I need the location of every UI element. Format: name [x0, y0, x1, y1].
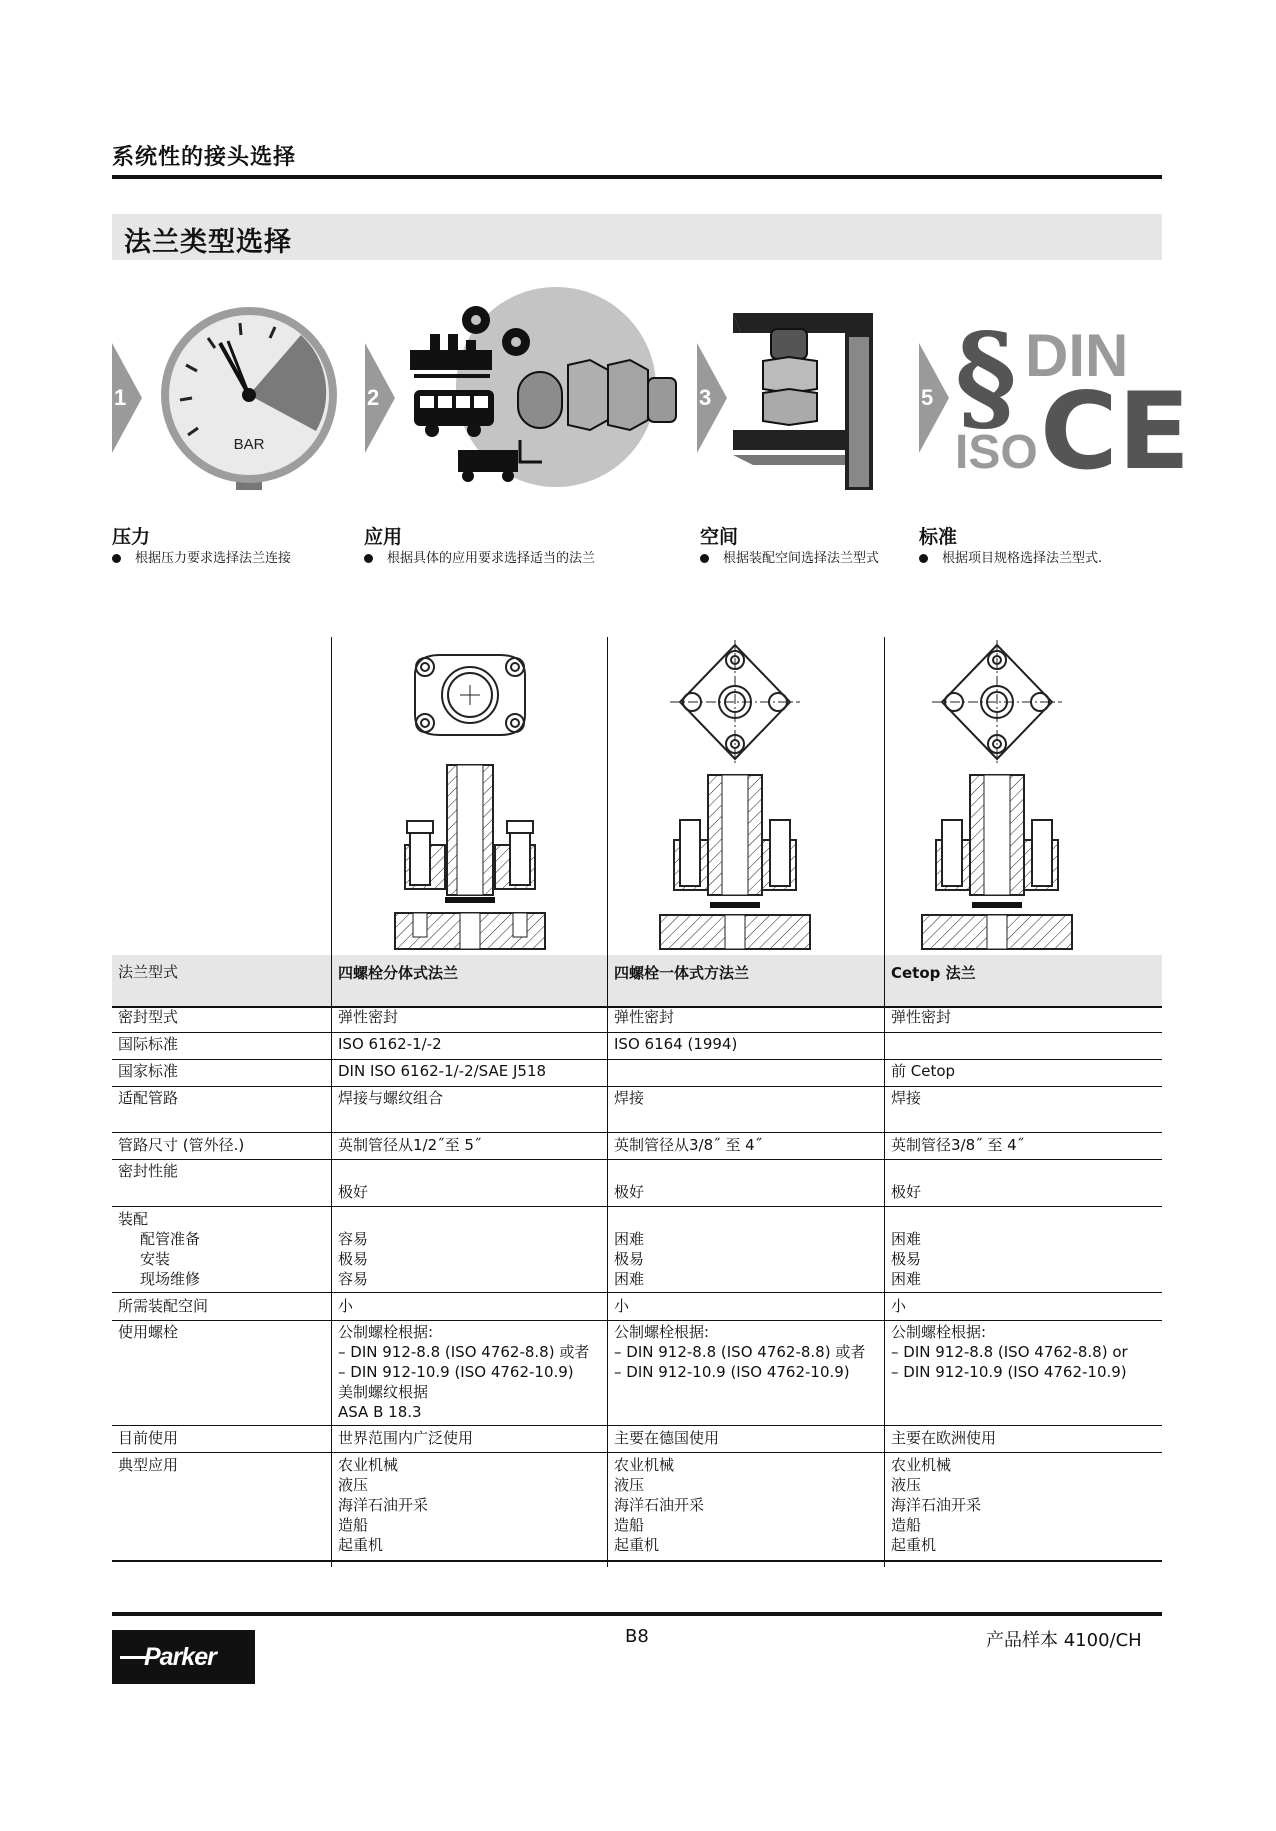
cell-seal-performance-split: 极好 [338, 1183, 369, 1201]
standards-icon [955, 307, 1191, 493]
cell-assembly-cetop-repair: 困难 [891, 1270, 922, 1288]
cetop-flange-drawing [922, 640, 1072, 950]
row-label-current-use: 目前使用 [118, 1429, 179, 1447]
cell-bolts-square-line1: 公制螺栓根据: [614, 1323, 710, 1341]
cell-national-standard-cetop: 前 Cetop [891, 1062, 956, 1080]
gauge-unit-label: BAR [233, 436, 265, 453]
cell-seal-type-square: 弹性密封 [614, 1008, 675, 1026]
cell-apps-square-1: 农业机械 [614, 1456, 675, 1474]
step-number-5: 5 [921, 385, 934, 410]
row-divider [112, 1059, 1162, 1060]
row-label-pipe-connection: 适配管路 [118, 1089, 179, 1107]
cell-intl-standard-split: ISO 6162-1/-2 [338, 1035, 442, 1053]
cell-apps-split-2: 液压 [338, 1476, 369, 1494]
step-label-application: 应用 [364, 526, 403, 548]
cell-apps-cetop-2: 液压 [891, 1476, 922, 1494]
cell-assembly-cetop-install: 极易 [891, 1250, 922, 1268]
cell-bolts-cetop-line3: – DIN 912-10.9 (ISO 4762-10.9) [891, 1363, 1127, 1381]
cell-seal-performance-cetop: 极好 [891, 1183, 922, 1201]
cell-pipe-connection-split: 焊接与螺纹组合 [338, 1089, 444, 1107]
col-header-split-flange: 四螺栓分体式法兰 [338, 964, 459, 982]
row-label-national-standard: 国家标准 [118, 1062, 179, 1080]
page-number: B8 [625, 1626, 649, 1647]
catalog-number: 产品样本 4100/CH [986, 1630, 1142, 1651]
cell-bolts-split-line1: 公制螺栓根据: [338, 1323, 434, 1341]
row-label-assembly-space: 所需装配空间 [118, 1297, 209, 1315]
row-divider [112, 1159, 1162, 1160]
column-divider [884, 637, 885, 1567]
bullet-icon [700, 554, 709, 563]
cell-pipe-size-cetop: 英制管径3/8˝ 至 4˝ [891, 1136, 1025, 1154]
section-title: 法兰类型选择 [124, 227, 292, 258]
cell-intl-standard-square: ISO 6164 (1994) [614, 1035, 738, 1053]
col-header-cetop-flange: Cetop 法兰 [891, 964, 976, 982]
cell-apps-cetop-3: 海洋石油开采 [891, 1496, 982, 1514]
row-divider [112, 1292, 1162, 1293]
step-label-space: 空间 [700, 526, 739, 548]
row-label-seal-type: 密封型式 [118, 1008, 179, 1026]
parker-logo-text: Parker [144, 1643, 216, 1671]
row-divider [112, 1132, 1162, 1133]
cell-bolts-split-line3: – DIN 912-10.9 (ISO 4762-10.9) [338, 1363, 574, 1381]
step-label-pressure: 压力 [112, 526, 151, 548]
cell-apps-square-3: 海洋石油开采 [614, 1496, 705, 1514]
cell-apps-square-5: 起重机 [614, 1536, 660, 1554]
cell-pipe-size-split: 英制管径从1/2˝至 5˝ [338, 1136, 482, 1154]
cell-apps-split-3: 海洋石油开采 [338, 1496, 429, 1514]
cell-apps-square-4: 造船 [614, 1516, 645, 1534]
cell-apps-split-5: 起重机 [338, 1536, 384, 1554]
section-sign-icon: § [955, 307, 1017, 446]
row-label-typical-applications: 典型应用 [118, 1456, 179, 1474]
cell-seal-type-cetop: 弹性密封 [891, 1008, 952, 1026]
row-divider [112, 1425, 1162, 1426]
parker-logo [112, 1630, 255, 1684]
cell-apps-cetop-5: 起重机 [891, 1536, 937, 1554]
step-desc-application: 根据具体的应用要求选择适当的法兰 [364, 547, 595, 566]
cell-assembly-cetop-prep: 困难 [891, 1230, 922, 1248]
bullet-icon [364, 554, 373, 563]
column-divider [331, 637, 332, 1567]
bullet-icon [112, 554, 121, 563]
row-label-assembly: 装配 [118, 1210, 149, 1228]
cell-pipe-connection-cetop: 焊接 [891, 1089, 922, 1107]
step-desc-standards: 根据项目规格选择法兰型式. [919, 547, 1102, 566]
row-divider [112, 1086, 1162, 1087]
row-divider [112, 1206, 1162, 1207]
col-header-square-flange: 四螺栓一体式方法兰 [614, 964, 750, 982]
footer-rule [112, 1612, 1162, 1616]
cell-bolts-split-line2: – DIN 912-8.8 (ISO 4762-8.8) 或者 [338, 1343, 590, 1361]
step-desc-space: 根据装配空间选择法兰型式 [700, 547, 879, 566]
cell-national-standard-split: DIN ISO 6162-1/-2/SAE J518 [338, 1062, 547, 1080]
header-rule [112, 175, 1162, 179]
row-label-bolts: 使用螺栓 [118, 1323, 179, 1341]
application-icon [408, 290, 693, 490]
cell-apps-square-2: 液压 [614, 1476, 645, 1494]
step-number-2: 2 [367, 385, 380, 410]
bullet-icon [919, 554, 928, 563]
cell-seal-type-split: 弹性密封 [338, 1008, 399, 1026]
ce-mark: CE [1040, 370, 1191, 493]
cell-bolts-cetop-line2: – DIN 912-8.8 (ISO 4762-8.8) or [891, 1343, 1128, 1361]
cell-bolts-split-line4: 美制螺纹根据 [338, 1383, 429, 1401]
cell-current-use-square: 主要在德国使用 [614, 1429, 720, 1447]
cell-bolts-square-line2: – DIN 912-8.8 (ISO 4762-8.8) 或者 [614, 1343, 866, 1361]
cell-apps-split-1: 农业机械 [338, 1456, 399, 1474]
row-label-intl-standard: 国际标准 [118, 1035, 179, 1053]
row-divider [112, 1032, 1162, 1033]
clamp-space-icon [733, 305, 898, 490]
cell-bolts-cetop-line1: 公制螺栓根据: [891, 1323, 987, 1341]
cell-apps-cetop-4: 造船 [891, 1516, 922, 1534]
split-flange-drawing [395, 645, 545, 950]
square-flange-drawing [660, 640, 810, 950]
row-sublabel-installation: 安装 [140, 1250, 171, 1268]
cell-apps-split-4: 造船 [338, 1516, 369, 1534]
cell-assembly-space-cetop: 小 [891, 1297, 907, 1315]
cell-apps-cetop-1: 农业机械 [891, 1456, 952, 1474]
cell-assembly-square-install: 极易 [614, 1250, 645, 1268]
cell-pipe-connection-square: 焊接 [614, 1089, 645, 1107]
row-divider [112, 1320, 1162, 1321]
step-desc-pressure: 根据压力要求选择法兰连接 [112, 547, 291, 566]
row-divider [112, 1452, 1162, 1453]
cell-assembly-space-square: 小 [614, 1297, 630, 1315]
column-divider [607, 637, 608, 1567]
cell-current-use-cetop: 主要在欧洲使用 [891, 1429, 997, 1447]
col-header-flange-type: 法兰型式 [118, 963, 179, 981]
cell-seal-performance-square: 极好 [614, 1183, 645, 1201]
step-number-1: 1 [114, 385, 127, 410]
cell-current-use-split: 世界范围内广泛使用 [338, 1429, 474, 1447]
cell-assembly-split-repair: 容易 [338, 1270, 369, 1288]
pressure-gauge-icon [158, 305, 340, 490]
cell-pipe-size-square: 英制管径从3/8˝ 至 4˝ [614, 1136, 763, 1154]
step-label-standards: 标准 [919, 526, 958, 548]
row-sublabel-field-repair: 现场维修 [140, 1270, 201, 1288]
din-mark: DIN [1025, 322, 1129, 389]
cell-assembly-space-split: 小 [338, 1297, 354, 1315]
page-header-title: 系统性的接头选择 [112, 145, 297, 170]
row-label-seal-performance: 密封性能 [118, 1162, 179, 1180]
cell-assembly-square-repair: 困难 [614, 1270, 645, 1288]
row-label-pipe-size: 管路尺寸 (管外径.) [118, 1136, 245, 1154]
cell-bolts-split-line5: ASA B 18.3 [338, 1403, 422, 1421]
table-bottom-rule [112, 1560, 1162, 1562]
iso-mark: ISO [955, 426, 1038, 479]
cell-assembly-square-prep: 困难 [614, 1230, 645, 1248]
cell-assembly-split-prep: 容易 [338, 1230, 369, 1248]
cell-bolts-square-line3: – DIN 912-10.9 (ISO 4762-10.9) [614, 1363, 850, 1381]
cell-assembly-split-install: 极易 [338, 1250, 369, 1268]
row-sublabel-pipe-prep: 配管准备 [140, 1230, 201, 1248]
step-number-3: 3 [699, 385, 712, 410]
